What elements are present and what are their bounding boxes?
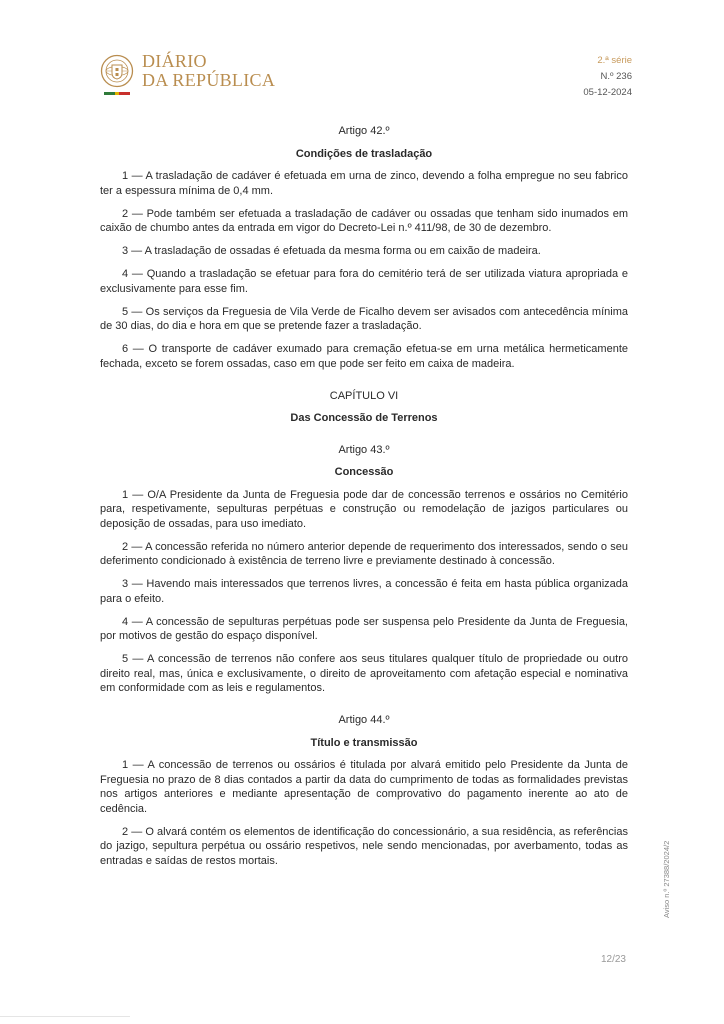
paragraph: 1 — A concessão de terrenos ou ossários é titulada por alvará emitido pelo Presidente da Junta de Freguesia no prazo de 8 dias contados a partir da data do cumprimento de todas as formalidades previstas nos artigos anteriores e mediante apresentação de comprovativo do pagamento inerente ao ato de cedência.	[100, 759, 628, 815]
document-body	[100, 124, 628, 877]
logo-line-2: DA REPÚBLICA	[142, 70, 276, 90]
paragraph: 5 — Os serviços da Freguesia de Vila Verde de Ficalho devem ser avisados com antecedência mínima de 30 dias, do dia e hora em que se pretende fazer a trasladação.	[100, 305, 628, 332]
paragraph: 1 — A trasladação de cadáver é efetuada em urna de zinco, devendo a folha empregue no seu fabrico ter a espessura mínima de 0,4 mm.	[100, 170, 628, 197]
issue-number: N.º 236	[600, 71, 632, 82]
article-heading: Artigo 43.º	[338, 443, 390, 456]
chapter-heading: CAPÍTULO VI	[329, 389, 399, 402]
issue-date: 05-12-2024	[583, 87, 632, 98]
article-title: Condições de trasladação	[295, 147, 433, 160]
paragraph: 4 — Quando a trasladação se efetuar para fora do cemitério terá de ser utilizada viatura apropriada e exclusivamente para esse fim.	[100, 268, 628, 295]
chapter-title: Das Concessão de Terrenos	[290, 412, 438, 424]
article-heading: Artigo 42.º	[338, 125, 390, 137]
paragraph: 3 — Havendo mais interessados que terrenos livres, a concessão é feita em hasta pública organizada para o efeito.	[100, 578, 628, 605]
paragraph: 2 — Pode também ser efetuada a trasladação de cadáver ou ossadas que tenham sido inumados em caixão de chumbo antes da entrada em vigor do Decreto-Lei n.º 411/98, de 30 de dezembro.	[100, 207, 628, 234]
footer-rule	[0, 1016, 130, 1017]
notice-reference: Aviso n.º 27388/2024/2	[662, 840, 671, 918]
publication-logo-text	[142, 52, 275, 90]
logo-line-1: DIÁRIO	[142, 51, 207, 71]
flag-stripe	[104, 92, 130, 95]
article-heading: Artigo 44.º	[338, 714, 390, 726]
paragraph: 6 — O transporte de cadáver exumado para cremação efetua-se em urna metálica hermeticamente fechada, exceto se forem ossadas, caso em que pode ser feito em caixa de madeira.	[100, 343, 628, 370]
paragraph: 1 — O/A Presidente da Junta de Freguesia pode dar de concessão terrenos e ossários no Cemitério para, respetivamente, sepulturas perpétuas e construção ou remodelação de jazigos particulares ou deposição de ossadas, para uso imediato.	[100, 488, 628, 530]
page-header	[100, 48, 632, 98]
article-title: Título e transmissão	[310, 736, 418, 749]
paragraph: 2 — A concessão referida no número anterior depende de requerimento dos interessados, sendo o seu deferimento condicionado à existência de terreno livre e previamente destinado à concessão.	[100, 540, 628, 567]
republic-seal-icon	[100, 54, 134, 88]
paragraph: 5 — A concessão de terrenos não confere aos seus titulares qualquer título de propriedade ou outro direito real, mas, única e exclusivamente, o direito de aproveitamento com afetação especial e nominativa em conformidade com as leis e regulamentos.	[100, 653, 628, 694]
page-number: 12/23	[600, 954, 626, 965]
article-title: Concessão	[334, 466, 394, 478]
series-label: 2.ª série	[597, 55, 632, 66]
paragraph: 3 — A trasladação de ossadas é efetuada da mesma forma ou em caixão de madeira.	[122, 245, 541, 257]
paragraph: 2 — O alvará contém os elementos de identificação do concessionário, a sua residência, as referências do jazigo, sepultura perpétua ou ossário respetivos, nele sendo mencionadas, por averbamento, todas as entradas e saídas de restos mortais.	[100, 825, 628, 867]
issue-meta	[583, 53, 632, 101]
paragraph: 4 — A concessão de sepulturas perpétuas pode ser suspensa pelo Presidente da Junta de Freguesia, por motivos de gestão do espaço disponível.	[100, 615, 628, 642]
